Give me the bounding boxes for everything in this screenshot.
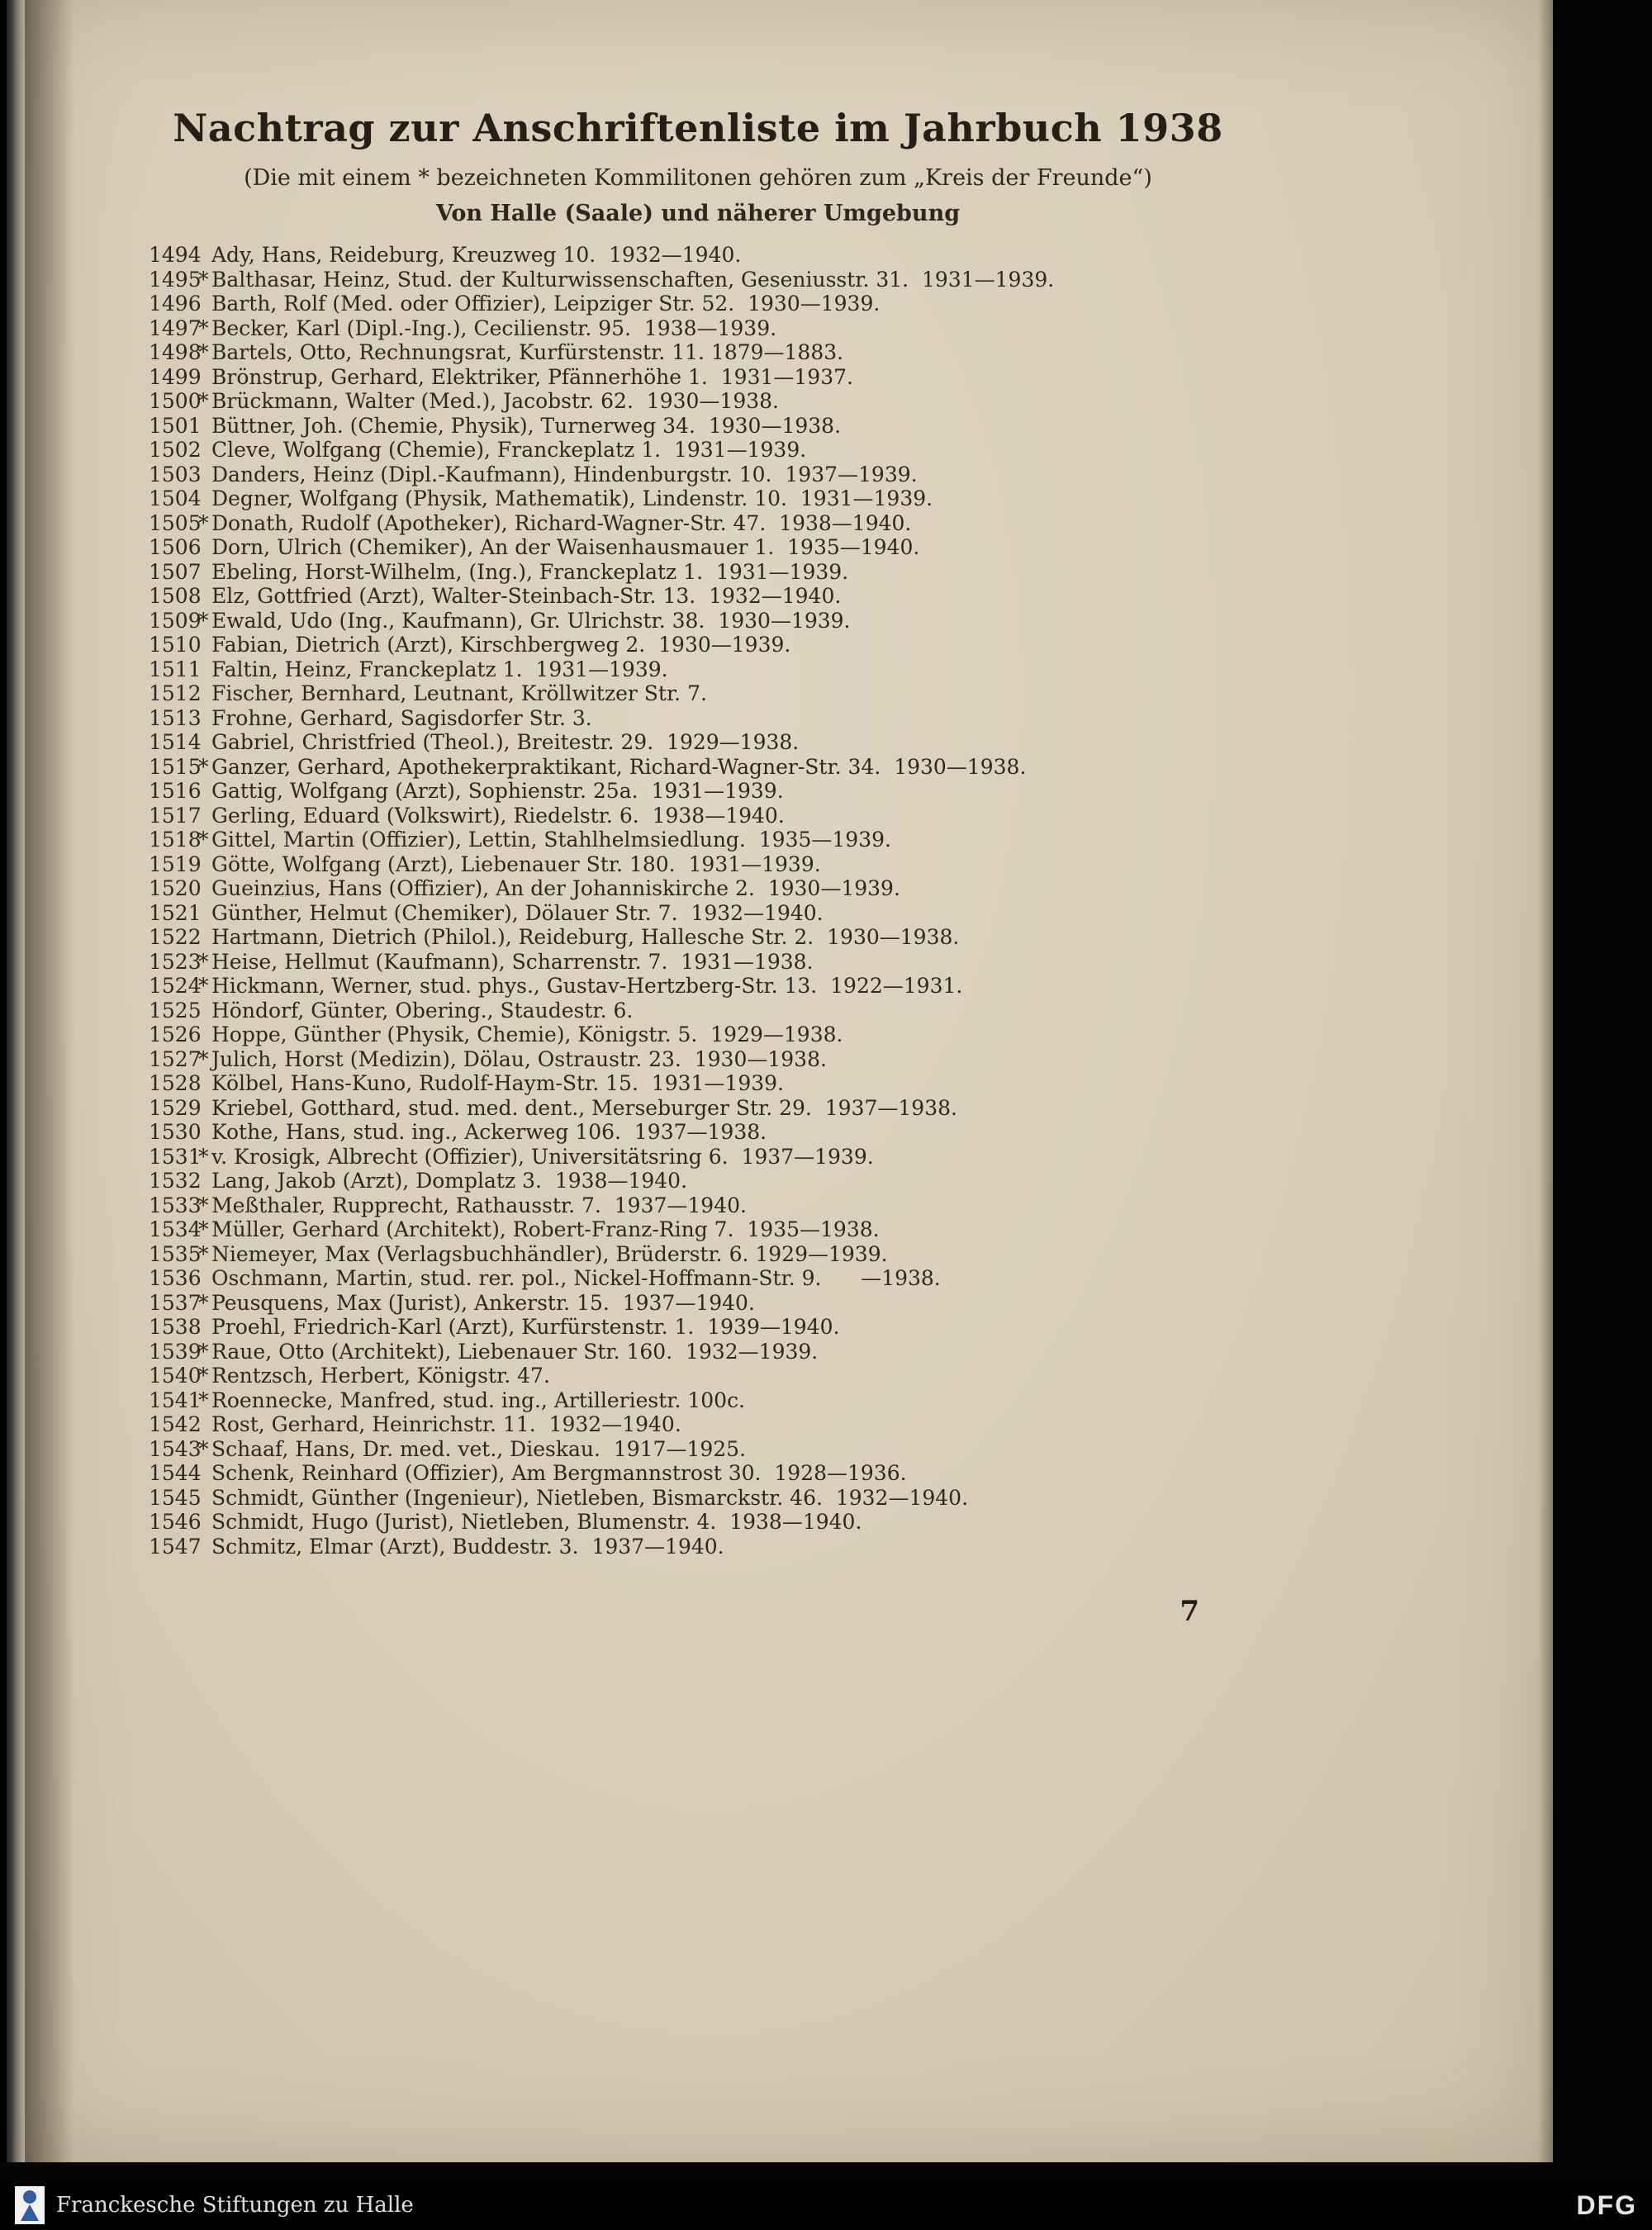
- entry-number: 1541: [149, 1388, 202, 1412]
- entry-asterisk-marker: [198, 852, 211, 877]
- entry-number: 1517: [149, 803, 202, 828]
- list-item: [149, 876, 1247, 901]
- entry-asterisk-marker: *: [198, 1144, 209, 1169]
- entry-number: 1542: [149, 1412, 202, 1436]
- entry-text: Kothe, Hans, stud. ing., Ackerweg 106. 1937—1938.: [211, 1120, 767, 1144]
- entry-text: Donath, Rudolf (Apotheker), Richard-Wagner-Str. 47. 1938—1940.: [211, 510, 912, 535]
- entry-text: Müller, Gerhard (Architekt), Robert-Franz-Ring 7. 1935—1938.: [211, 1217, 880, 1241]
- entry-asterisk-marker: [198, 1412, 211, 1437]
- entry-asterisk-marker: [198, 1486, 211, 1511]
- entry-asterisk-marker: [198, 1096, 211, 1121]
- entry-text: Fabian, Dietrich (Arzt), Kirschbergweg 2. 1930—1939.: [211, 633, 791, 657]
- dfg-logo: DFG: [1576, 2190, 1637, 2220]
- digitization-footer-bar: [0, 2180, 1652, 2230]
- entry-asterisk-marker: [198, 1120, 211, 1145]
- entry-asterisk-marker: [198, 1461, 211, 1486]
- entry-asterisk-marker: *: [198, 949, 209, 974]
- entry-text: Ebeling, Horst-Wilhelm, (Ing.), Franckeplatz 1. 1931—1939.: [211, 559, 849, 584]
- entry-asterisk-marker: *: [198, 1046, 209, 1071]
- entry-asterisk-marker: [198, 1071, 211, 1096]
- entry-asterisk-marker: [198, 730, 211, 755]
- entry-text: Becker, Karl (Dipl.-Ing.), Cecilienstr. 95. 1938—1939.: [211, 316, 777, 340]
- entry-number: 1521: [149, 900, 202, 925]
- entry-number: 1539: [149, 1339, 202, 1364]
- entry-text: v. Krosigk, Albrecht (Offizier), Universitätsring 6. 1937—1939.: [211, 1144, 874, 1169]
- entry-number: 1511: [149, 657, 202, 681]
- entry-number: 1545: [149, 1485, 202, 1510]
- entry-number: 1525: [149, 998, 202, 1022]
- entry-asterisk-marker: *: [198, 510, 209, 535]
- entry-asterisk-marker: [198, 560, 211, 585]
- entry-number: 1544: [149, 1461, 202, 1485]
- entry-number: 1498: [149, 340, 202, 364]
- entry-asterisk-marker: *: [198, 1364, 209, 1388]
- entry-text: Kriebel, Gotthard, stud. med. dent., Merseburger Str. 29. 1937—1938.: [211, 1095, 957, 1120]
- list-item: [149, 1486, 1247, 1511]
- entry-text: Götte, Wolfgang (Arzt), Liebenauer Str. 180. 1931—1939.: [211, 852, 821, 876]
- entry-number: 1496: [149, 292, 202, 316]
- entry-text: Büttner, Joh. (Chemie, Physik), Turnerweg 34. 1930—1938.: [211, 413, 842, 438]
- entry-number: 1527: [149, 1046, 202, 1071]
- entry-text: Danders, Heinz (Dipl.-Kaufmann), Hindenburgstr. 10. 1937—1939.: [211, 462, 918, 486]
- entry-text: Rentzsch, Herbert, Königstr. 47.: [211, 1364, 550, 1388]
- page-title: Nachtrag zur Anschriftenliste im Jahrbuch 1938: [173, 106, 1223, 150]
- entry-asterisk-marker: [198, 438, 211, 463]
- entry-text: Fischer, Bernhard, Leutnant, Kröllwitzer Str. 7.: [211, 681, 707, 705]
- list-item: [149, 657, 1247, 682]
- entry-text: Brönstrup, Gerhard, Elektriker, Pfännerhöhe 1. 1931—1937.: [211, 364, 853, 389]
- entry-asterisk-marker: [198, 414, 211, 439]
- entry-asterisk-marker: *: [198, 974, 209, 998]
- entry-text: Frohne, Gerhard, Sagisdorfer Str. 3.: [211, 705, 592, 730]
- entry-asterisk-marker: [198, 463, 211, 487]
- list-item: [149, 1022, 1247, 1047]
- entry-text: Balthasar, Heinz, Stud. der Kulturwissenschaften, Geseniusstr. 31. 1931—1939.: [211, 267, 1055, 292]
- list-item: [149, 535, 1247, 560]
- entry-text: Hickmann, Werner, stud. phys., Gustav-Hertzberg-Str. 13. 1922—1931.: [211, 974, 963, 998]
- list-item: [149, 779, 1247, 804]
- entry-text: Gabriel, Christfried (Theol.), Breitestr. 29. 1929—1938.: [211, 730, 800, 754]
- entry-asterisk-marker: *: [198, 1290, 209, 1315]
- entry-text: Ganzer, Gerhard, Apothekerpraktikant, Richard-Wagner-Str. 34. 1930—1938.: [211, 754, 1027, 779]
- entry-asterisk-marker: *: [198, 1436, 209, 1461]
- entry-number: 1499: [149, 364, 202, 389]
- list-item: [149, 633, 1247, 657]
- list-item: [149, 414, 1247, 439]
- entry-text: Elz, Gottfried (Arzt), Walter-Steinbach-Str. 13. 1932—1940.: [211, 584, 842, 608]
- entry-asterisk-marker: [198, 681, 211, 706]
- entry-text: Faltin, Heinz, Franckeplatz 1. 1931—1939.: [211, 657, 668, 681]
- entry-number: 1514: [149, 730, 202, 754]
- entry-number: 1515: [149, 754, 202, 779]
- entry-asterisk-marker: *: [198, 1388, 209, 1412]
- entry-asterisk-marker: [198, 486, 211, 511]
- entry-number: 1534: [149, 1217, 202, 1241]
- entry-number: 1501: [149, 413, 202, 438]
- list-item: [149, 925, 1247, 950]
- entry-asterisk-marker: [198, 999, 211, 1023]
- list-item: [149, 1535, 1247, 1559]
- entry-text: Schmidt, Günther (Ingenieur), Nietleben, Bismarckstr. 46. 1932—1940.: [211, 1485, 969, 1510]
- entry-text: Julich, Horst (Medizin), Dölau, Ostraustr. 23. 1930—1938.: [211, 1046, 827, 1071]
- list-item: [149, 950, 1247, 975]
- entry-number: 1518: [149, 828, 202, 852]
- list-item: [149, 438, 1247, 463]
- entry-asterisk-marker: *: [198, 754, 209, 779]
- entry-text: Proehl, Friedrich-Karl (Arzt), Kurfürstenstr. 1. 1939—1940.: [211, 1315, 840, 1339]
- entry-number: 1524: [149, 974, 202, 998]
- entry-asterisk-marker: [198, 584, 211, 609]
- list-item: [149, 511, 1247, 536]
- entry-number: 1505: [149, 510, 202, 535]
- entry-number: 1503: [149, 462, 202, 486]
- entry-asterisk-marker: *: [198, 389, 209, 413]
- list-item: [149, 974, 1247, 999]
- entry-number: 1531: [149, 1144, 202, 1169]
- page-number: 7: [1180, 1595, 1199, 1628]
- list-item: [149, 1242, 1247, 1267]
- list-item: [149, 292, 1247, 316]
- list-item: [149, 1510, 1247, 1535]
- entry-asterisk-marker: [198, 243, 211, 268]
- page-subtitle: (Die mit einem * bezeichneten Kommilitonen gehören zum „Kreis der Freunde“): [244, 165, 1152, 191]
- list-item: [149, 340, 1247, 365]
- entry-asterisk-marker: [198, 1266, 211, 1291]
- list-item: [149, 1412, 1247, 1437]
- entry-number: 1509: [149, 608, 202, 633]
- footer-left-group: [15, 2186, 414, 2224]
- entry-number: 1510: [149, 633, 202, 657]
- entry-text: Gueinzius, Hans (Offizier), An der Johanniskirche 2. 1930—1939.: [211, 876, 900, 900]
- entry-number: 1533: [149, 1193, 202, 1217]
- page-content: [149, 106, 1247, 1628]
- list-item: [149, 755, 1247, 780]
- entry-asterisk-marker: *: [198, 1217, 209, 1241]
- francke-stiftungen-shield-icon: [15, 2186, 45, 2224]
- list-item: [149, 389, 1247, 414]
- section-heading: Von Halle (Saale) und näherer Umgebung: [435, 201, 961, 226]
- entry-number: 1512: [149, 681, 202, 705]
- entry-number: 1536: [149, 1266, 202, 1290]
- entry-text: Günther, Helmut (Chemiker), Dölauer Str. 7. 1932—1940.: [211, 900, 824, 925]
- entry-asterisk-marker: *: [198, 828, 209, 852]
- entry-asterisk-marker: [198, 706, 211, 731]
- entry-text: Peusquens, Max (Jurist), Ankerstr. 15. 1937—1940.: [211, 1290, 755, 1315]
- entry-text: Meßthaler, Rupprecht, Rathausstr. 7. 1937—1940.: [211, 1193, 747, 1217]
- list-item: [149, 1071, 1247, 1096]
- list-item: [149, 730, 1247, 755]
- entry-number: 1537: [149, 1290, 202, 1315]
- entry-asterisk-marker: [198, 1022, 211, 1047]
- entry-text: Bartels, Otto, Rechnungsrat, Kurfürstenstr. 11. 1879—1883.: [211, 340, 844, 364]
- book-spine-edge: [0, 0, 25, 2162]
- list-item: [149, 316, 1247, 341]
- entry-text: Barth, Rolf (Med. oder Offizier), Leipziger Str. 52. 1930—1939.: [211, 292, 881, 316]
- list-item: [149, 1340, 1247, 1364]
- list-item: [149, 706, 1247, 731]
- entry-asterisk-marker: [198, 925, 211, 950]
- entry-text: Schmitz, Elmar (Arzt), Buddestr. 3. 1937—1940.: [211, 1534, 724, 1559]
- list-item: [149, 560, 1247, 585]
- entry-text: Gattig, Wolfgang (Arzt), Sophienstr. 25a. 1931—1939.: [211, 779, 784, 803]
- list-item: [149, 1047, 1247, 1072]
- entry-number: 1530: [149, 1120, 202, 1144]
- entry-asterisk-marker: [198, 1315, 211, 1340]
- entry-number: 1506: [149, 535, 202, 559]
- list-item: [149, 681, 1247, 706]
- entry-number: 1507: [149, 559, 202, 584]
- entry-text: Schmidt, Hugo (Jurist), Nietleben, Blumenstr. 4. 1938—1940.: [211, 1510, 862, 1534]
- entry-text: Oschmann, Martin, stud. rer. pol., Nickel-Hoffmann-Str. 9. —1938.: [211, 1266, 941, 1290]
- footer-institution-label: Franckesche Stiftungen zu Halle: [56, 2193, 414, 2218]
- entry-text: Dorn, Ulrich (Chemiker), An der Waisenhausmauer 1. 1935—1940.: [211, 535, 920, 559]
- list-item: [149, 584, 1247, 609]
- entry-number: 1513: [149, 705, 202, 730]
- entry-text: Hartmann, Dietrich (Philol.), Reideburg, Hallesche Str. 2. 1930—1938.: [211, 925, 960, 949]
- entry-asterisk-marker: [198, 779, 211, 804]
- entry-asterisk-marker: [198, 804, 211, 828]
- entry-number: 1532: [149, 1169, 202, 1193]
- entry-asterisk-marker: [198, 1510, 211, 1535]
- entry-asterisk-marker: *: [198, 608, 209, 633]
- list-item: [149, 901, 1247, 926]
- entry-text: Ady, Hans, Reideburg, Kreuzweg 10. 1932—1940.: [211, 243, 742, 267]
- list-item: [149, 1315, 1247, 1340]
- list-item: [149, 1291, 1247, 1316]
- entry-text: Schenk, Reinhard (Offizier), Am Bergmannstrost 30. 1928—1936.: [211, 1461, 907, 1485]
- entry-text: Raue, Otto (Architekt), Liebenauer Str. 160. 1932—1939.: [211, 1339, 819, 1364]
- entry-number: 1494: [149, 243, 202, 267]
- list-item: [149, 1364, 1247, 1388]
- list-item: [149, 1096, 1247, 1121]
- entry-text: Hoppe, Günther (Physik, Chemie), Königstr. 5. 1929—1938.: [211, 1022, 843, 1046]
- entry-text: Höndorf, Günter, Obering., Staudestr. 6.: [211, 998, 634, 1022]
- list-item: [149, 268, 1247, 292]
- entry-number: 1520: [149, 876, 202, 900]
- list-item: [149, 609, 1247, 633]
- entry-asterisk-marker: *: [198, 340, 209, 364]
- entry-text: Lang, Jakob (Arzt), Domplatz 3. 1938—1940.: [211, 1169, 688, 1193]
- entry-number: 1528: [149, 1071, 202, 1095]
- entry-number: 1495: [149, 267, 202, 292]
- entry-number: 1540: [149, 1364, 202, 1388]
- list-item: [149, 1169, 1247, 1193]
- footer-right-group: [1576, 2190, 1637, 2221]
- list-item: [149, 365, 1247, 390]
- entry-asterisk-marker: [198, 1169, 211, 1193]
- entry-asterisk-marker: [198, 292, 211, 316]
- entry-text: Degner, Wolfgang (Physik, Mathematik), Lindenstr. 10. 1931—1939.: [211, 486, 933, 510]
- entry-asterisk-marker: [198, 535, 211, 560]
- list-item: [149, 463, 1247, 487]
- entry-text: Ewald, Udo (Ing., Kaufmann), Gr. Ulrichstr. 38. 1930—1939.: [211, 608, 851, 633]
- entry-asterisk-marker: [198, 657, 211, 682]
- address-entry-list: [149, 243, 1247, 1559]
- list-item: [149, 1266, 1247, 1291]
- entry-text: Rost, Gerhard, Heinrichstr. 11. 1932—1940.: [211, 1412, 681, 1436]
- scanned-book-page: [25, 0, 1553, 2162]
- entry-number: 1522: [149, 925, 202, 949]
- list-item: [149, 1461, 1247, 1486]
- list-item: [149, 804, 1247, 828]
- entry-number: 1529: [149, 1095, 202, 1120]
- entry-number: 1535: [149, 1241, 202, 1266]
- entry-asterisk-marker: *: [198, 267, 209, 292]
- entry-number: 1523: [149, 949, 202, 974]
- list-item: [149, 1437, 1247, 1462]
- entry-number: 1516: [149, 779, 202, 803]
- entry-number: 1543: [149, 1436, 202, 1461]
- entry-text: Heise, Hellmut (Kaufmann), Scharrenstr. 7. 1931—1938.: [211, 949, 814, 974]
- entry-asterisk-marker: *: [198, 1193, 209, 1217]
- entry-text: Schaaf, Hans, Dr. med. vet., Dieskau. 1917—1925.: [211, 1436, 747, 1461]
- entry-number: 1526: [149, 1022, 202, 1046]
- entry-text: Gerling, Eduard (Volkswirt), Riedelstr. 6. 1938—1940.: [211, 803, 785, 828]
- entry-number: 1502: [149, 438, 202, 462]
- entry-asterisk-marker: *: [198, 1339, 209, 1364]
- list-item: [149, 828, 1247, 852]
- entry-asterisk-marker: *: [198, 316, 209, 340]
- list-item: [149, 243, 1247, 268]
- list-item: [149, 1217, 1247, 1242]
- list-item: [149, 1388, 1247, 1413]
- entry-text: Cleve, Wolfgang (Chemie), Franckeplatz 1. 1931—1939.: [211, 438, 807, 462]
- entry-asterisk-marker: [198, 633, 211, 657]
- list-item: [149, 1193, 1247, 1218]
- entry-asterisk-marker: *: [198, 1241, 209, 1266]
- entry-asterisk-marker: [198, 1535, 211, 1559]
- entry-number: 1519: [149, 852, 202, 876]
- list-item: [149, 486, 1247, 511]
- entry-number: 1538: [149, 1315, 202, 1339]
- entry-number: 1547: [149, 1534, 202, 1559]
- entry-number: 1508: [149, 584, 202, 608]
- entry-asterisk-marker: [198, 876, 211, 901]
- entry-number: 1546: [149, 1510, 202, 1534]
- entry-asterisk-marker: [198, 901, 211, 926]
- list-item: [149, 852, 1247, 877]
- entry-number: 1504: [149, 486, 202, 510]
- entry-text: Niemeyer, Max (Verlagsbuchhändler), Brüderstr. 6. 1929—1939.: [211, 1241, 888, 1266]
- list-item: [149, 1145, 1247, 1170]
- entry-text: Gittel, Martin (Offizier), Lettin, Stahlhelmsiedlung. 1935—1939.: [211, 828, 891, 852]
- entry-text: Roennecke, Manfred, stud. ing., Artilleriestr. 100c.: [211, 1388, 746, 1412]
- entry-text: Kölbel, Hans-Kuno, Rudolf-Haym-Str. 15. 1931—1939.: [211, 1071, 784, 1095]
- entry-text: Brückmann, Walter (Med.), Jacobstr. 62. 1930—1938.: [211, 389, 779, 413]
- list-item: [149, 999, 1247, 1023]
- entry-number: 1500: [149, 389, 202, 413]
- entry-number: 1497: [149, 316, 202, 340]
- list-item: [149, 1120, 1247, 1145]
- entry-asterisk-marker: [198, 365, 211, 390]
